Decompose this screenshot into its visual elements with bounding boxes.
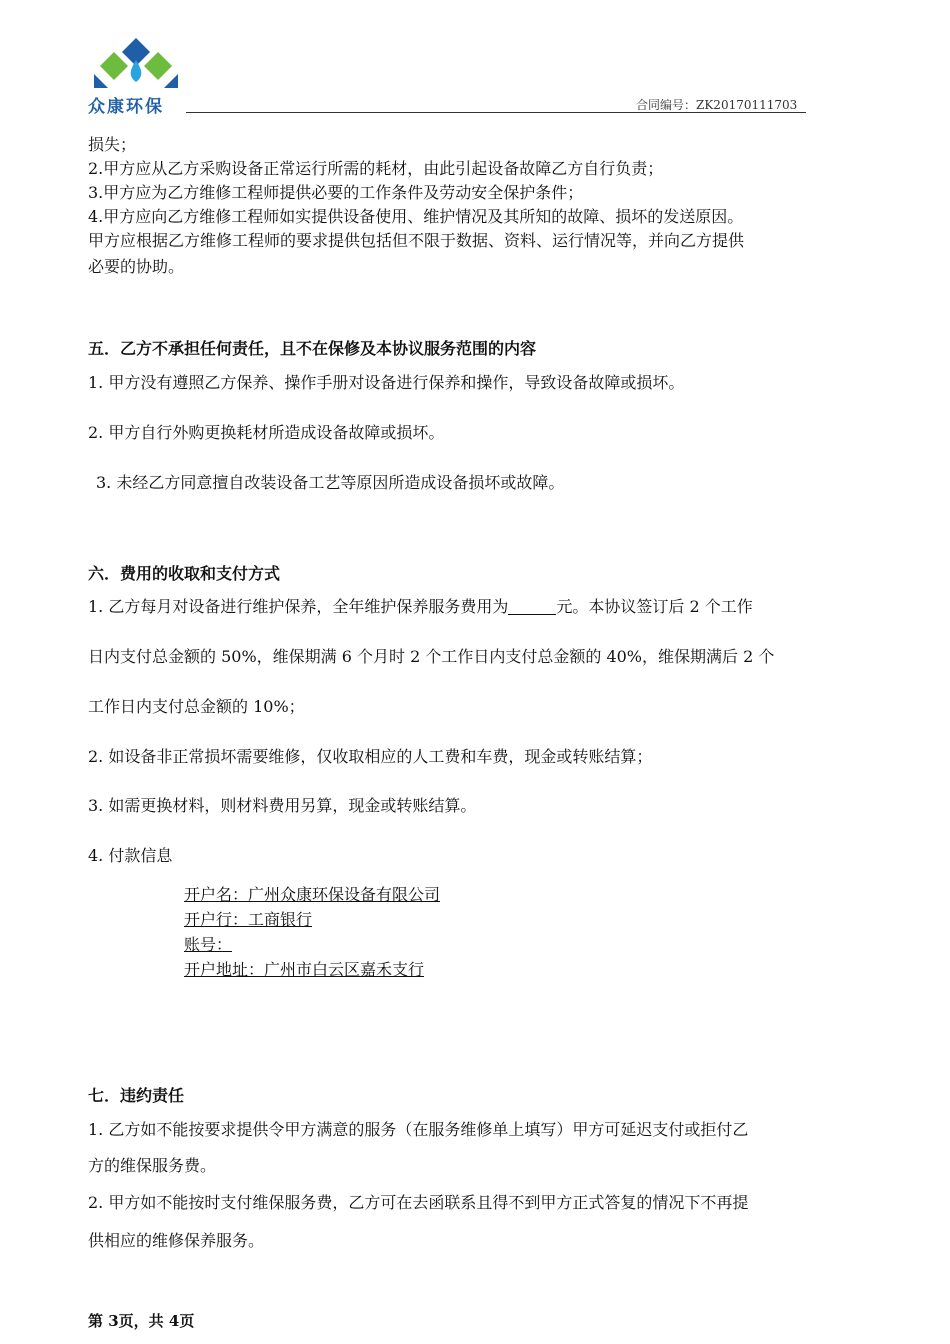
payment-account-number: 账号： [184,935,233,954]
continued-line-1: 损失； [88,135,137,154]
section-6-item-4: 4. 付款信息 [88,846,173,865]
continued-line-6: 必要的协助。 [88,257,185,276]
section-6-item-1-line-2: 日内支付总金额的 50%，维保期满 6 个月时 2 个工作日内支付总金额的 40%，维保期满后 2 个 [88,647,775,666]
section-6-item-3: 3. 如需更换材料，则材料费用另算，现金或转账结算。 [88,796,477,815]
continued-line-2: 2.甲方应从乙方采购设备正常运行所需的耗材，由此引起设备故障乙方自行负责； [88,159,664,178]
payment-account-name: 开户名：广州众康环保设备有限公司 [184,885,441,904]
fee-text-before: 1. 乙方每月对设备进行维护保养，全年维护保养服务费用为 [88,597,509,616]
logo-diamond-far-right [164,74,178,88]
section-5-item-2: 2. 甲方自行外购更换耗材所造成设备故障或损坏。 [88,423,445,442]
logo-water-drop-icon [131,60,142,82]
section-7-item-1-line-2: 方的维保服务费。 [88,1156,217,1175]
section-5-item-3: 3. 未经乙方同意擅自改装设备工艺等原因所造成设备损坏或故障。 [96,473,565,492]
payment-bank: 开户行：工商银行 [184,910,313,929]
contract-number: 合同编号：ZK20170111703 [636,98,798,112]
section-5-item-1: 1. 甲方没有遵照乙方保养、操作手册对设备进行保养和操作，导致设备故障或损坏。 [88,373,685,392]
continued-line-3: 3.甲方应为乙方维修工程师提供必要的工作条件及劳动安全保护条件； [88,183,584,202]
section-7-item-1-line-1: 1. 乙方如不能按要求提供令甲方满意的服务（在服务维修单上填写）甲方可延迟支付或拒付乙 [88,1120,749,1139]
section-7-item-2-line-1: 2. 甲方如不能按时支付维保服务费，乙方可在去函联系且得不到甲方正式答复的情况下不再提 [88,1193,749,1212]
logo-diamond-far-left [94,74,108,88]
section-6-item-1-line-1 [88,596,753,618]
page-number: 第 3页，共 4页 [88,1312,195,1330]
logo-text: 众康环保 [88,97,164,117]
logo-diamond-right [144,52,172,80]
continued-line-5: 甲方应根据乙方维修工程师的要求提供包括但不限于数据、资料、运行情况等，并向乙方提供 [88,231,745,250]
continued-line-4: 4.甲方应向乙方维修工程师如实提供设备使用、维护情况及其所知的故障、损坏的发送原因。 [88,207,744,226]
logo-diamond-left [100,52,128,80]
section-6-item-2: 2. 如设备非正常损坏需要维修，仅收取相应的人工费和车费，现金或转账结算； [88,747,653,766]
section-5-title: 五．乙方不承担任何责任，且不在保修及本协议服务范围的内容 [88,339,537,358]
fee-text-after: 元。本协议签订后 2 个工作 [556,597,753,616]
header-divider [186,112,806,113]
section-6-title: 六．费用的收取和支付方式 [88,564,281,583]
section-7-title: 七．违约责任 [88,1086,185,1105]
payment-bank-address: 开户地址：广州市白云区嘉禾支行 [184,960,425,979]
section-6-item-1-line-3: 工作日内支付总金额的 10%； [88,697,305,716]
fee-amount-blank [508,598,556,615]
section-7-item-2-line-2: 供相应的维修保养服务。 [88,1231,265,1250]
